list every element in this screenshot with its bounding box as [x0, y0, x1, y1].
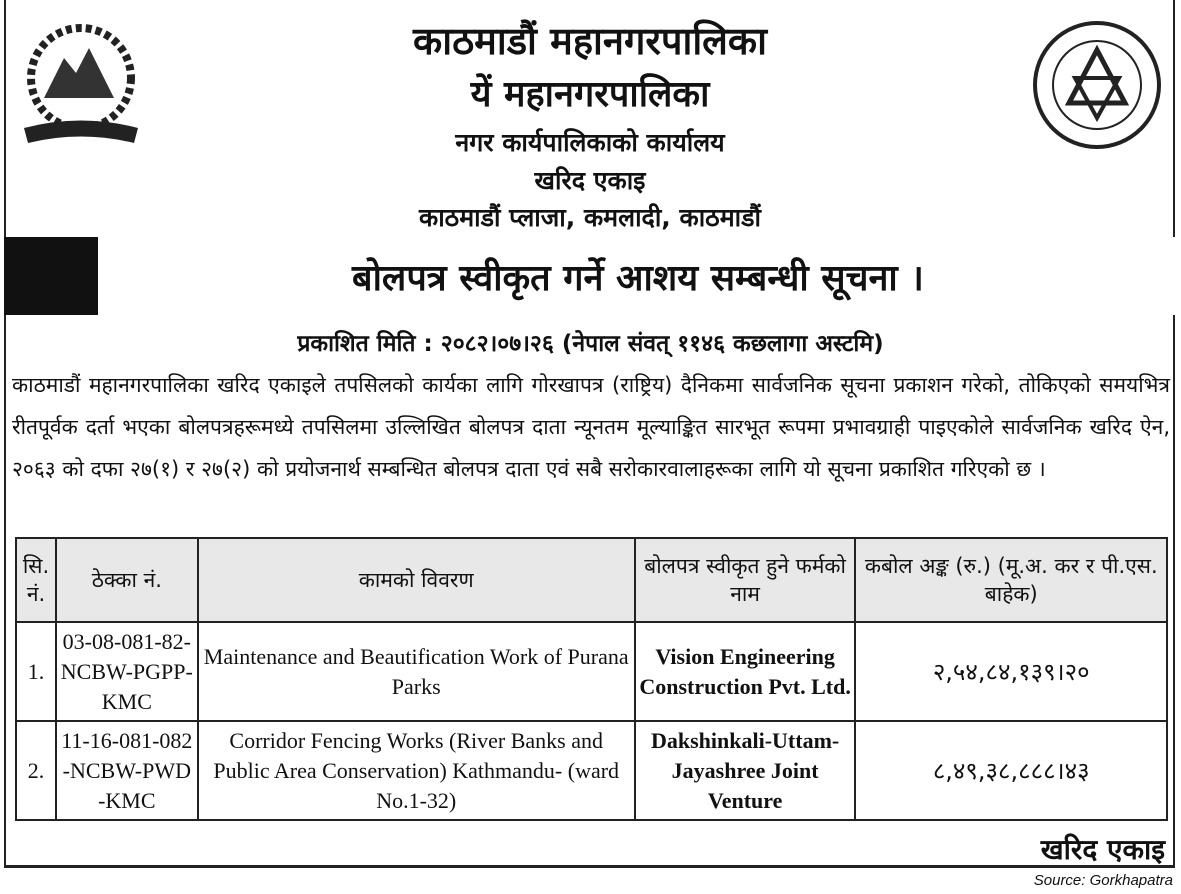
cell-firm: Vision Engineering Construction Pvt. Ltd.	[635, 622, 856, 721]
col-header-description: कामको विवरण	[198, 538, 635, 622]
table-header-row	[16, 538, 1167, 622]
col-header-amount: कबोल अङ्क (रु.) (मू.अ. कर र पी.एस. बाहेक)	[855, 538, 1167, 622]
unit-name: खरिद एकाइ	[534, 166, 646, 195]
org-name-nepal-bhasa: यें महानगरपालिका	[470, 74, 710, 115]
cell-firm: Dakshinkali-Uttam-Jayashree Joint Venture	[635, 721, 856, 820]
cell-contract-no: 03-08-081-82-NCBW-PGPP-KMC	[56, 622, 198, 721]
org-name: काठमाडौं महानगरपालिका	[413, 19, 767, 63]
table-row	[16, 622, 1167, 721]
award-table	[15, 537, 1168, 821]
cell-contract-no: 11-16-081-082-NCBW-PWD-KMC	[56, 721, 198, 820]
notice-body: काठमाडौं महानगरपालिका खरिद एकाइले तपसिलको कार्यका लागि गोरखापत्र (राष्ट्रिय) दैनिकमा सार्वजनिक सूचना प्रकाशन गरेको, तोकिएको समयभित्र रीतपूर्वक दर्ता भएका बोलपत्रहरूमध्ये तपसिलमा उल्लिखित बोलपत्र दाता न्यूनतम मूल्याङ्कित सारभूत रूपमा प्रभावग्राही पाइएकोले सार्वजनिक खरिद ऐन, २०६३ को दफा २७(१) र २७(२) को प्रयोजनार्थ सम्बन्धित बोलपत्र दाता एवं सबै सरोकारवालाहरूका लागि यो सूचना प्रकाशित गरिएको छ ।	[12, 373, 1170, 481]
cell-description: Corridor Fencing Works (River Banks and Public Area Conservation) Kathmandu- (ward No.1-32)	[198, 721, 635, 820]
published-date: प्रकाशित मिति : २०८२।०७।२६ (नेपाल संवत् ११४६ कछलागा अस्टमि)	[297, 331, 884, 357]
cell-sn: 2.	[16, 721, 56, 820]
title-banner	[4, 237, 1175, 315]
cell-description: Maintenance and Beautification Work of Purana Parks	[198, 622, 635, 721]
cell-sn: 1.	[16, 622, 56, 721]
kmc-seal-logo	[1030, 18, 1164, 152]
office-address: काठमाडौं प्लाजा, कमलादी, काठमाडौं	[419, 203, 761, 232]
cell-amount: २,५४,८४,१३९।२०	[855, 622, 1167, 721]
footer-signature: खरिद एकाइ	[1040, 833, 1165, 866]
table-row	[16, 721, 1167, 820]
col-header-contract-no: ठेक्का नं.	[56, 538, 198, 622]
notice-title: बोलपत्र स्वीकृत गर्ने आशय सम्बन्धी सूचना ।	[98, 237, 1178, 315]
col-header-sn: सि. नं.	[16, 538, 56, 622]
office-name: नगर कार्यपालिकाको कार्यालय	[455, 128, 725, 157]
col-header-firm: बोलपत्र स्वीकृत हुने फर्मको नाम	[635, 538, 856, 622]
source-credit: Source: Gorkhapatra	[1033, 872, 1173, 889]
cell-amount: ८,४९,३८,८८८।४३	[855, 721, 1167, 820]
nepal-emblem-logo	[14, 18, 148, 148]
